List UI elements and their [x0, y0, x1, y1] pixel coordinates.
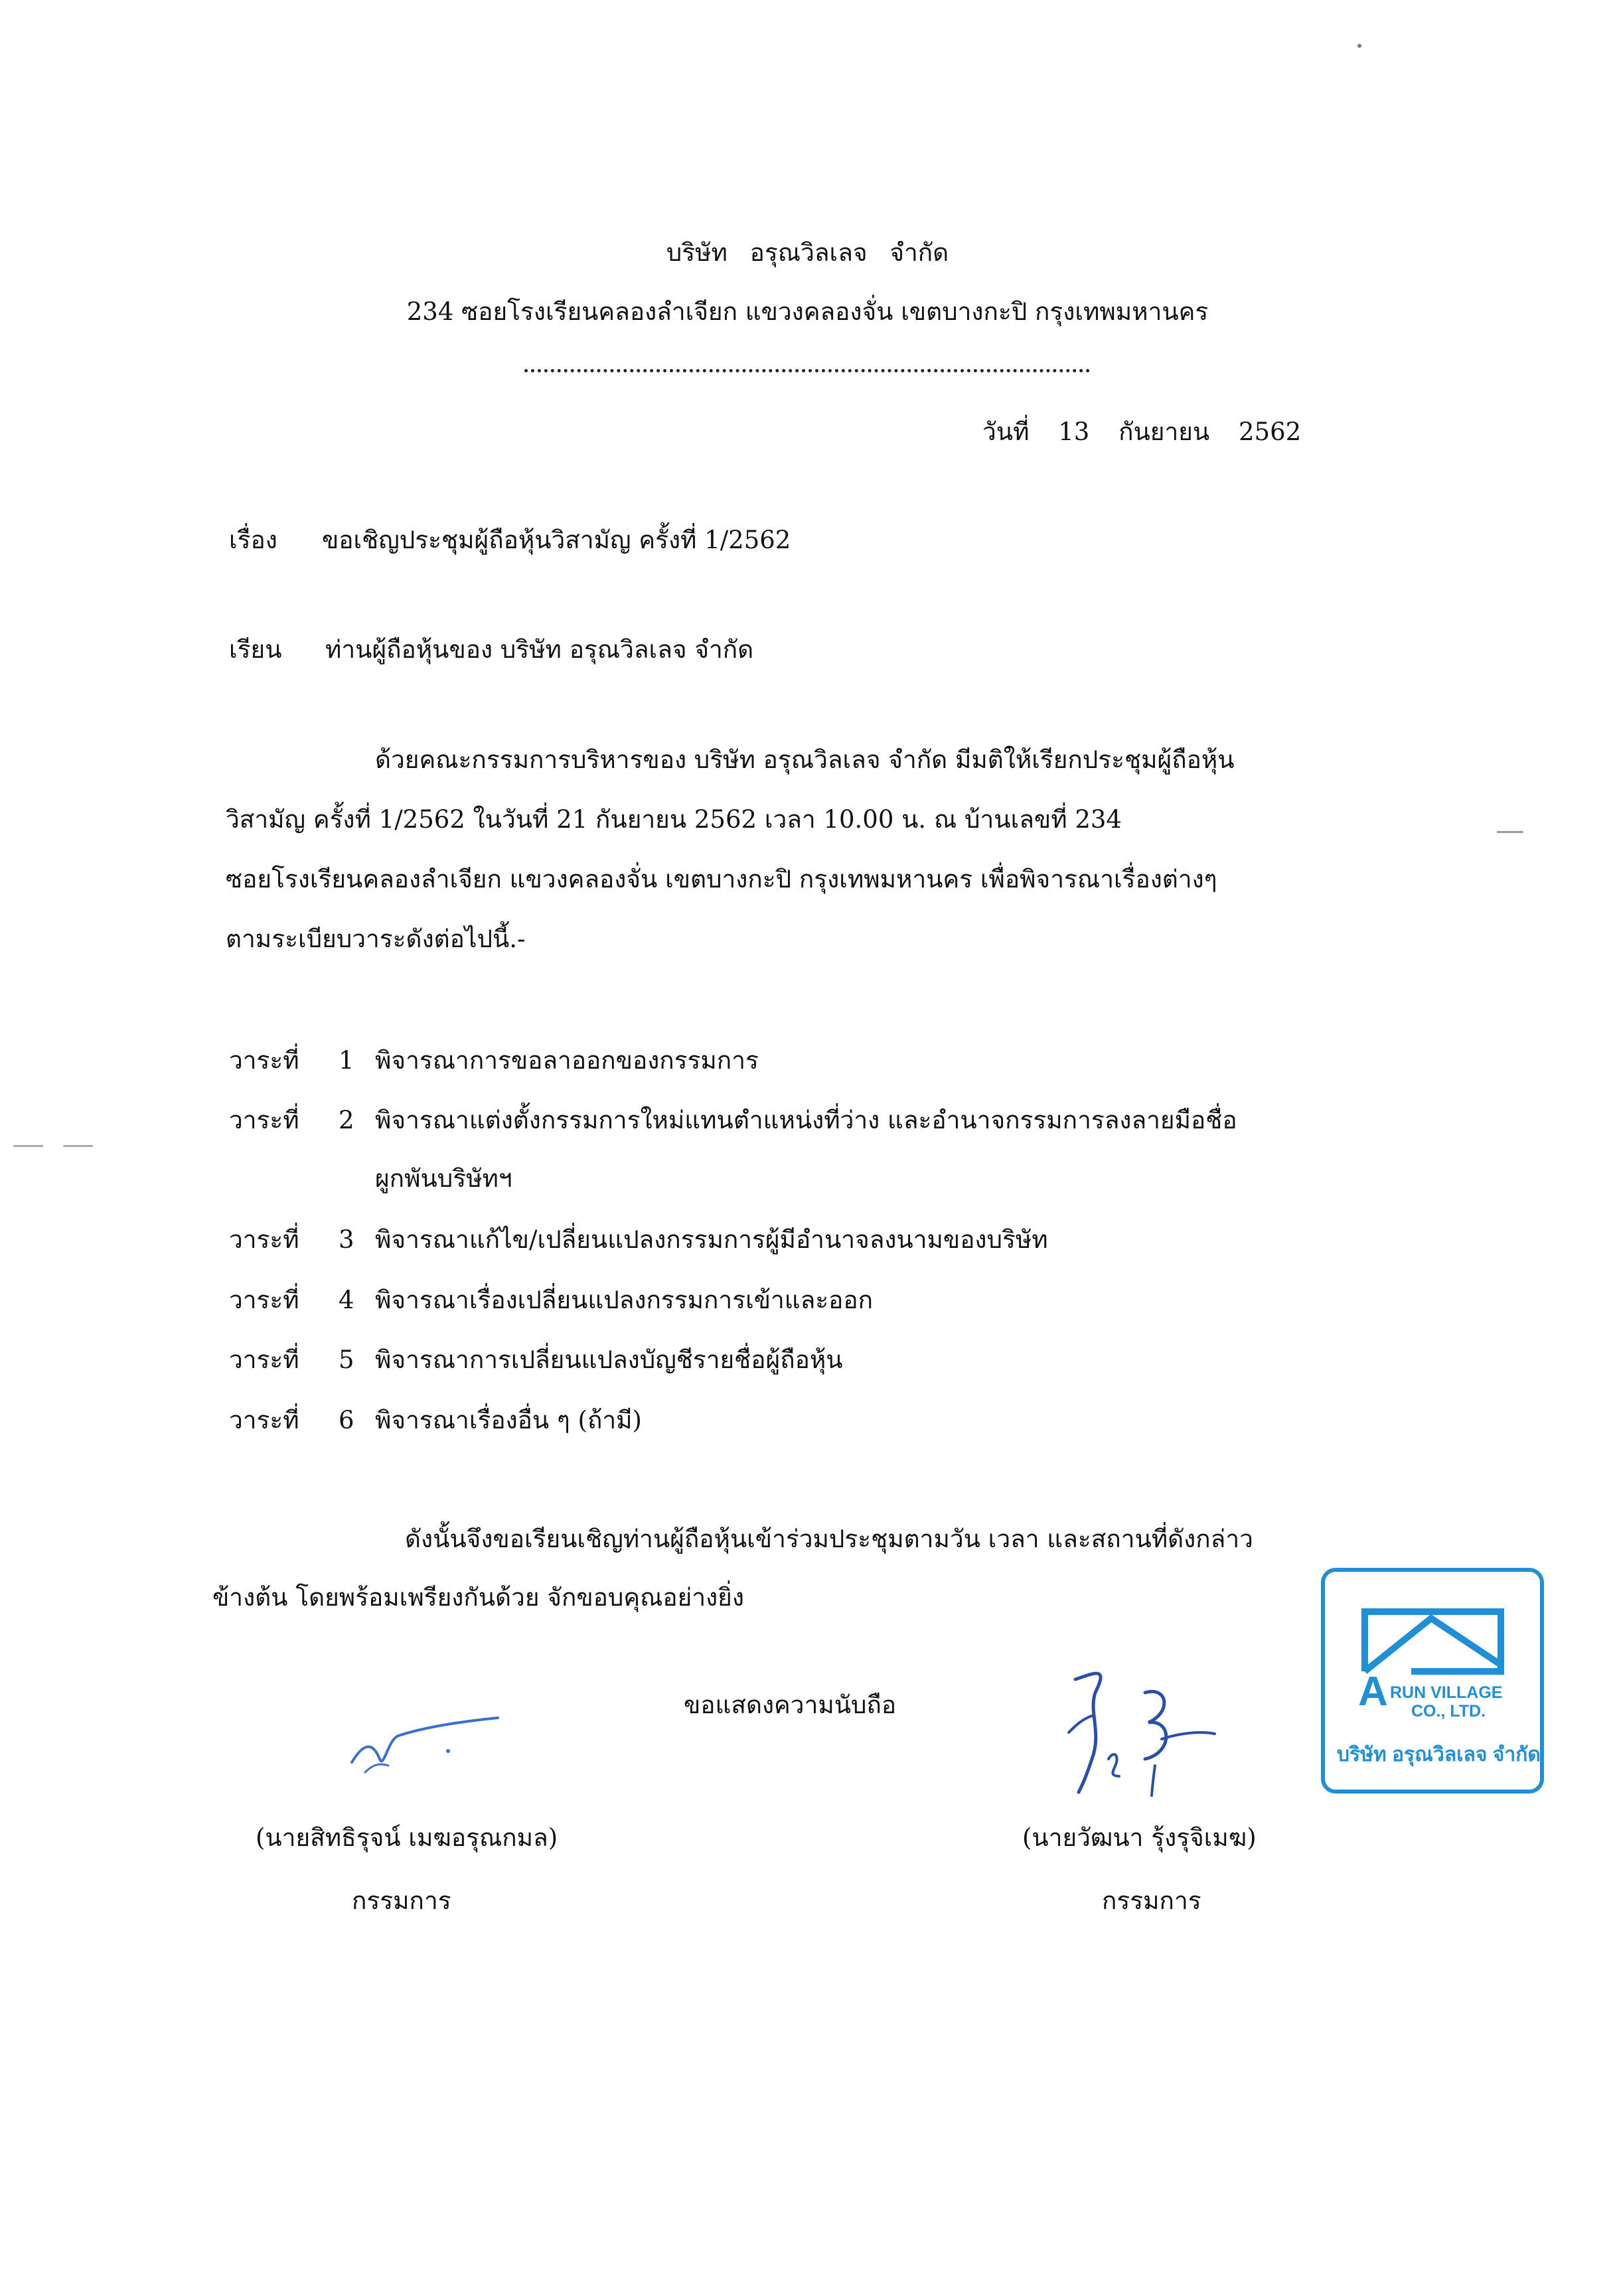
date-year: 2562 [1238, 418, 1302, 446]
agenda-text: พิจารณาเรื่องเปลี่ยนแปลงกรรมการเข้าและออก [375, 1286, 874, 1314]
body-line-4: ตามระเบียบวาระดังต่อไปนี้.- [226, 925, 526, 953]
agenda-number: 6 [339, 1406, 354, 1434]
agenda-number: 2 [339, 1106, 354, 1134]
closing-line-1: ดังนั้นจึงขอเรียนเชิญท่านผู้ถือหุ้นเข้าร่วมประชุมตามวัน เวลา และสถานที่ดังกล่าว [405, 1525, 1253, 1553]
right-signature [1055, 1653, 1248, 1812]
agenda-text: พิจารณาแต่งตั้งกรรมการใหม่แทนตำแหน่งที่ว่าง และอำนาจกรรมการลงลายมือชื่อ [375, 1106, 1237, 1134]
body-line-2: วิสามัญ ครั้งที่ 1/2562 ในวันที่ 21 กันยายน 2562 เวลา 10.00 น. ณ บ้านเลขที่ 234 [226, 805, 1122, 834]
company-name: บริษัท อรุณวิลเลจ จำกัด [666, 238, 949, 267]
recipient-text: ท่านผู้ถือหุ้นของ บริษัท อรุณวิลเลจ จำกัด [325, 635, 754, 664]
subject-label: เรื่อง [229, 526, 277, 554]
agenda-item [229, 1405, 642, 1436]
scan-speck [1357, 44, 1361, 48]
closing-paragraph [212, 1510, 1387, 1627]
agenda-label: วาระที่ [229, 1345, 299, 1374]
agenda-label: วาระที่ [229, 1106, 299, 1134]
stamp-company-name-en: RUN VILLAGE [1390, 1683, 1503, 1702]
left-signature [325, 1699, 518, 1786]
scan-speck [1497, 831, 1523, 833]
signer-right-name: (นายวัฒนา รุ้งรุจิเมฆ) [1022, 1823, 1257, 1852]
scan-speck [13, 1145, 43, 1147]
signer-left-name: (นายสิทธิรุจน์ เมฆอรุณกมล) [256, 1823, 558, 1852]
scan-speck [63, 1145, 93, 1147]
date-month: กันยายน [1118, 418, 1210, 446]
agenda-continuation: ผูกพันบริษัทฯ [375, 1164, 512, 1193]
company-stamp [1321, 1568, 1544, 1794]
date-day: 13 [1058, 418, 1090, 446]
stamp-company-suffix-en: CO., LTD. [1411, 1702, 1486, 1721]
agenda-number: 3 [339, 1225, 354, 1254]
signer-left-title: กรรมการ [352, 1886, 451, 1915]
agenda-item [229, 1045, 759, 1077]
agenda-number: 5 [339, 1345, 354, 1374]
agenda-label: วาระที่ [229, 1046, 299, 1075]
dotted-separator [524, 369, 1090, 372]
agenda-label: วาระที่ [229, 1286, 299, 1314]
agenda-label: วาระที่ [229, 1225, 299, 1254]
document-date [982, 416, 1322, 448]
subject-text: ขอเชิญประชุมผู้ถือหุ้นวิสามัญ ครั้งที่ 1/2562 [322, 526, 791, 554]
agenda-text: พิจารณาแก้ไข/เปลี่ยนแปลงกรรมการผู้มีอำนาจลงนามของบริษัท [375, 1225, 1048, 1254]
agenda-item [229, 1105, 1237, 1136]
stamp-company-name-th: บริษัท อรุณวิลเลจ จำกัด [1337, 1744, 1541, 1766]
agenda-item [229, 1224, 1048, 1256]
closing-line-2: ข้างต้น โดยพร้อมเพรียงกันด้วย จักขอบคุณอย่างยิ่ง [212, 1583, 744, 1612]
signer-right-title: กรรมการ [1102, 1886, 1201, 1915]
regards-text: ขอแสดงความนับถือ [684, 1691, 897, 1719]
agenda-text: พิจารณาเรื่องอื่น ๆ (ถ้ามี) [375, 1406, 642, 1434]
agenda-number: 4 [339, 1286, 354, 1314]
company-address: 234 ซอยโรงเรียนคลองลำเจียก แขวงคลองจั่น เขตบางกะปิ กรุงเทพมหานคร [406, 297, 1209, 326]
body-paragraph [226, 730, 1354, 969]
agenda-label: วาระที่ [229, 1406, 299, 1434]
date-label: วันที่ [982, 418, 1030, 446]
recipient-label: เรียน [229, 635, 282, 664]
agenda-text: พิจารณาการเปลี่ยนแปลงบัญชีรายชื่อผู้ถือหุ้น [375, 1345, 843, 1374]
agenda-number: 1 [339, 1046, 354, 1075]
body-line-1: ด้วยคณะกรรมการบริหารของ บริษัท อรุณวิลเลจ จำกัด มีมติให้เรียกประชุมผู้ถือหุ้น [375, 745, 1235, 774]
stamp-logo-letter: A [1358, 1669, 1388, 1715]
body-line-3: ซอยโรงเรียนคลองลำเจียก แขวงคลองจั่น เขตบางกะปิ กรุงเทพมหานคร เพื่อพิจารณาเรื่องต่างๆ [226, 865, 1217, 893]
agenda-item [229, 1284, 873, 1316]
agenda-text: พิจารณาการขอลาออกของกรรมการ [375, 1046, 759, 1075]
agenda-item [229, 1344, 843, 1376]
